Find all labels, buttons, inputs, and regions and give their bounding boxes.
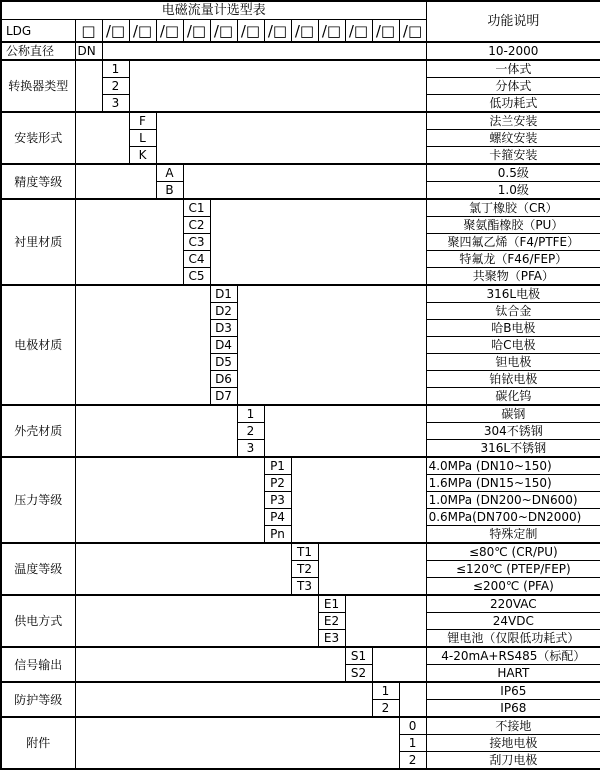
code-cell: 2 [372,700,399,718]
selection-box: /□ [399,20,426,43]
category-label: 精度等级 [1,164,75,199]
desc-cell: 220VAC [426,595,600,613]
spacer-cell [75,543,291,595]
spacer-cell [129,60,426,112]
selection-box: /□ [237,20,264,43]
desc-cell: ≤120℃ (PTEP/FEP) [426,561,600,578]
code-cell: S2 [345,665,372,683]
category-label: 防护等级 [1,682,75,717]
spacer-cell [75,60,102,112]
selection-box: /□ [183,20,210,43]
code-cell: 1 [399,735,426,752]
code-cell: 2 [237,423,264,440]
category-label: 附件 [1,717,75,769]
spacer-cell [399,682,426,717]
code-cell: P2 [264,475,291,492]
category-label: 公称直径 [1,42,75,60]
desc-cell: 304不锈钢 [426,423,600,440]
category-label: 转换器类型 [1,60,75,112]
desc-cell: 4-20mA+RS485（标配） [426,647,600,665]
desc-cell: 一体式 [426,60,600,78]
spacer-cell [75,717,399,769]
desc-cell: 0.6MPa(DN700~DN2000) [426,509,600,526]
desc-cell: 聚四氟乙烯（F4/PTFE） [426,234,600,251]
code-cell: DN [75,42,102,60]
model-prefix-label: LDG [1,20,75,43]
spacer-cell [75,647,345,682]
desc-cell: 316L不锈钢 [426,440,600,458]
spacer-cell [345,595,426,647]
desc-cell: 特殊定制 [426,526,600,544]
desc-cell: 螺纹安装 [426,130,600,147]
spacer-cell [156,112,426,164]
desc-cell: ≤80℃ (CR/PU) [426,543,600,561]
code-cell: Pn [264,526,291,544]
desc-cell: 316L电极 [426,285,600,303]
desc-cell: 哈B电极 [426,320,600,337]
code-cell: B [156,182,183,200]
function-column-header: 功能说明 [426,1,600,42]
desc-cell: 低功耗式 [426,95,600,113]
selection-box: /□ [291,20,318,43]
code-cell: 1 [237,405,264,423]
code-cell: D1 [210,285,237,303]
spacer-cell [75,285,210,405]
desc-cell: 4.0MPa (DN10~150) [426,457,600,475]
selection-box: /□ [372,20,399,43]
spacer-cell [102,42,426,60]
code-cell: 0 [399,717,426,735]
spacer-cell [318,543,426,595]
spacer-cell [75,164,156,199]
desc-cell: 碳钢 [426,405,600,423]
desc-cell: 不接地 [426,717,600,735]
desc-cell: 1.6MPa (DN15~150) [426,475,600,492]
code-cell: T2 [291,561,318,578]
category-label: 电极材质 [1,285,75,405]
code-cell: 1 [372,682,399,700]
code-cell: 2 [102,78,129,95]
desc-cell: 共聚物（PFA） [426,268,600,286]
category-label: 信号输出 [1,647,75,682]
desc-cell: 刮刀电极 [426,752,600,770]
spacer-cell [75,199,183,285]
spacer-cell [75,595,318,647]
desc-cell: 接地电极 [426,735,600,752]
code-cell: 3 [102,95,129,113]
code-cell: S1 [345,647,372,665]
code-cell: 1 [102,60,129,78]
code-cell: D5 [210,354,237,371]
spacer-cell [75,405,237,457]
selection-box: /□ [156,20,183,43]
desc-cell: 10-2000 [426,42,600,60]
category-label: 压力等级 [1,457,75,543]
spacer-cell [75,112,129,164]
code-cell: T1 [291,543,318,561]
category-label: 温度等级 [1,543,75,595]
code-cell: L [129,130,156,147]
code-cell: K [129,147,156,165]
desc-cell: ≤200℃ (PFA) [426,578,600,596]
code-cell: T3 [291,578,318,596]
desc-cell: 哈C电极 [426,337,600,354]
desc-cell: 1.0MPa (DN200~DN600) [426,492,600,509]
desc-cell: IP68 [426,700,600,718]
code-cell: D3 [210,320,237,337]
selection-box: □ [75,20,102,43]
code-cell: F [129,112,156,130]
spacer-cell [210,199,426,285]
code-cell: P4 [264,509,291,526]
code-cell: C4 [183,251,210,268]
code-cell: D7 [210,388,237,406]
desc-cell: 钛合金 [426,303,600,320]
spacer-cell [75,457,264,543]
category-label: 衬里材质 [1,199,75,285]
code-cell: A [156,164,183,182]
code-cell: E1 [318,595,345,613]
category-label: 安装形式 [1,112,75,164]
selection-box: /□ [210,20,237,43]
spacer-cell [291,457,426,543]
code-cell: D6 [210,371,237,388]
desc-cell: 氯丁橡胶（CR） [426,199,600,217]
selection-box: /□ [129,20,156,43]
desc-cell: 碳化钨 [426,388,600,406]
code-cell: C3 [183,234,210,251]
desc-cell: HART [426,665,600,683]
desc-cell: 钽电极 [426,354,600,371]
desc-cell: 聚氨酯橡胶（PU） [426,217,600,234]
desc-cell: 1.0级 [426,182,600,200]
spacer-cell [183,164,426,199]
code-cell: C5 [183,268,210,286]
code-cell: P3 [264,492,291,509]
spacer-cell [372,647,426,682]
desc-cell: 法兰安装 [426,112,600,130]
table-title: 电磁流量计选型表 [1,1,426,20]
code-cell: E2 [318,613,345,630]
selection-box: /□ [318,20,345,43]
selection-box: /□ [102,20,129,43]
code-cell: 2 [399,752,426,770]
code-cell: D4 [210,337,237,354]
desc-cell: 铂铱电极 [426,371,600,388]
spacer-cell [264,405,426,457]
code-cell: E3 [318,630,345,648]
desc-cell: 分体式 [426,78,600,95]
selection-box: /□ [345,20,372,43]
code-cell: D2 [210,303,237,320]
desc-cell: 特氟龙（F46/FEP） [426,251,600,268]
desc-cell: 0.5级 [426,164,600,182]
category-label: 外壳材质 [1,405,75,457]
code-cell: 3 [237,440,264,458]
desc-cell: 锂电池（仅限低功耗式） [426,630,600,648]
code-cell: P1 [264,457,291,475]
desc-cell: IP65 [426,682,600,700]
desc-cell: 卡箍安装 [426,147,600,165]
spacer-cell [75,682,372,717]
selection-box: /□ [264,20,291,43]
code-cell: C1 [183,199,210,217]
spacer-cell [237,285,426,405]
code-cell: C2 [183,217,210,234]
category-label: 供电方式 [1,595,75,647]
desc-cell: 24VDC [426,613,600,630]
